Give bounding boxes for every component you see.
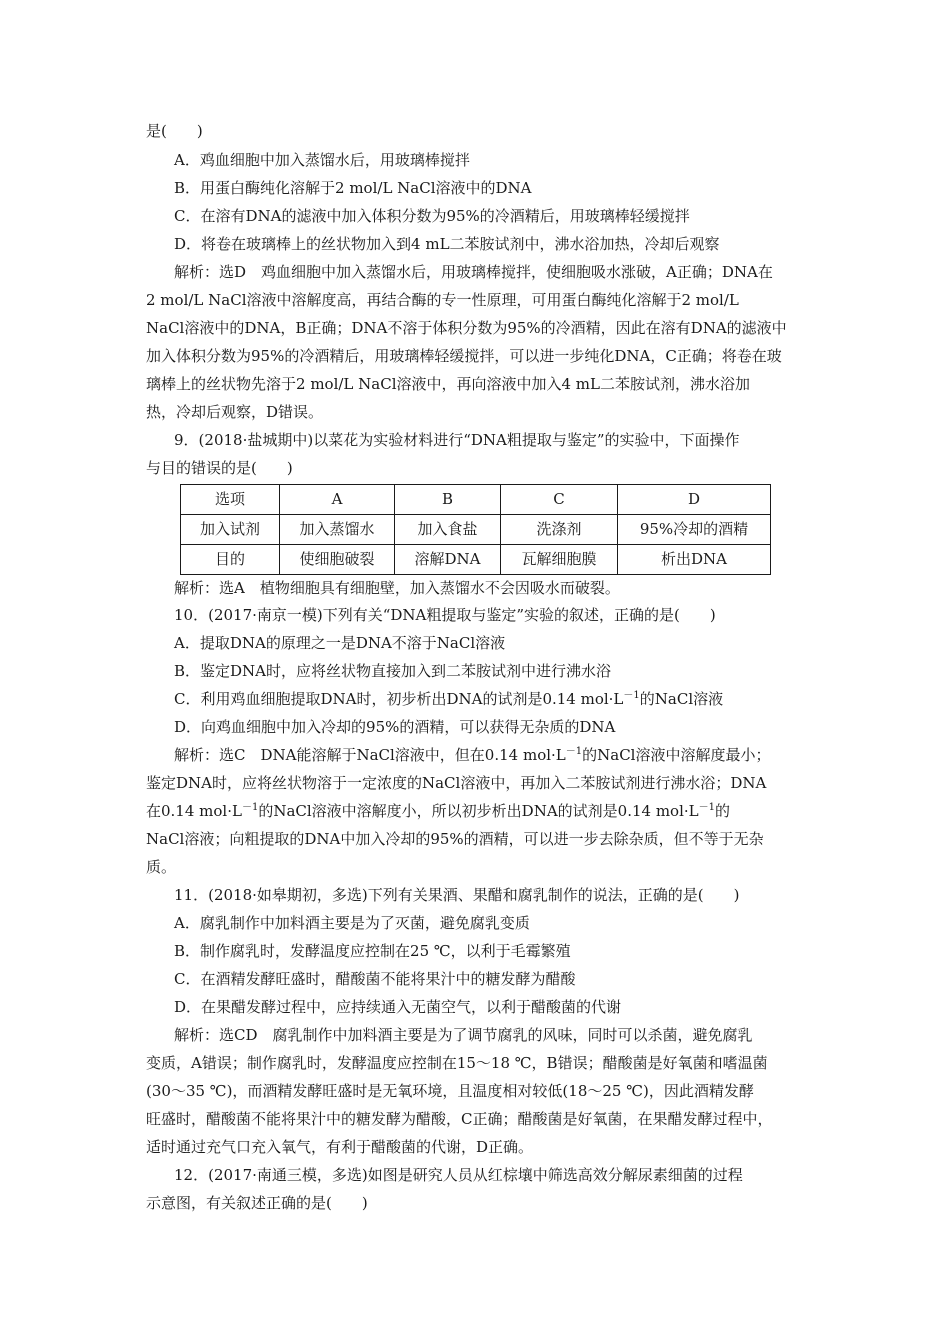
- table-cell: 加入食盐: [395, 515, 501, 545]
- prev-analysis-line: 2 mol/L NaCl溶液中溶解度高，再结合酶的专一性原理，可用蛋白酶纯化溶解于2 mol/L: [146, 291, 739, 309]
- q10-option-c: C．利用鸡血细胞提取DNA时，初步析出DNA的试剂是0.14 $mol\cdot L^{-1}$的NaCl溶液: [174, 690, 724, 708]
- q12-stem: 12．(2017·南通三模，多选)如图是研究人员从红棕壤中筛选高效分解尿素细菌的过程: [174, 1166, 743, 1184]
- q9-table: [180, 484, 771, 575]
- q10-option-b: B．鉴定DNA时，应将丝状物直接加入到二苯胺试剂中进行沸水浴: [174, 662, 612, 680]
- table-cell: 95%冷却的酒精: [618, 515, 771, 545]
- prev-analysis-line: 解析：选D 鸡血细胞中加入蒸馏水后，用玻璃棒搅拌，使细胞吸水涨破，A正确；DNA在: [174, 263, 773, 281]
- prev-analysis-line: NaCl溶液中的DNA，B正确；DNA不溶于体积分数为95%的冷酒精，因此在溶有DNA的滤液中: [146, 319, 787, 337]
- q11-option-a: A．腐乳制作中加料酒主要是为了灭菌，避免腐乳变质: [174, 914, 530, 932]
- table-cell: A: [280, 485, 395, 515]
- table-cell: 瓦解细胞膜: [501, 545, 618, 575]
- q9-stem: 与目的错误的是( ): [146, 459, 293, 477]
- prev-analysis-line: 璃棒上的丝状物先溶于2 mol/L NaCl溶液中，再向溶液中加入4 mL二苯胺试剂，沸水浴加: [146, 375, 750, 393]
- q11-option-c: C．在酒精发酵旺盛时，醋酸菌不能将果汁中的糖发酵为醋酸: [174, 970, 576, 988]
- prev-option-b: B．用蛋白酶纯化溶解于2 mol/L NaCl溶液中的DNA: [174, 179, 532, 197]
- prev-analysis-line: 热，冷却后观察，D错误。: [146, 403, 324, 421]
- q12-stem: 示意图，有关叙述正确的是( ): [146, 1194, 368, 1212]
- q10-analysis-line: 质。: [146, 858, 177, 876]
- q11-analysis-line: 旺盛时，醋酸菌不能将果汁中的糖发酵为醋酸，C正确；醋酸菌是好氧菌，在果醋发酵过程中，: [146, 1110, 773, 1128]
- q11-stem: 11．(2018·如皋期初，多选)下列有关果酒、果醋和腐乳制作的说法，正确的是( ): [174, 886, 740, 904]
- table-cell: 加入试剂: [181, 515, 280, 545]
- q11-analysis-line: 解析：选CD 腐乳制作中加料酒主要是为了调节腐乳的风味，同时可以杀菌，避免腐乳: [174, 1026, 753, 1044]
- q9-analysis: 解析：选A 植物细胞具有细胞壁，加入蒸馏水不会因吸水而破裂。: [174, 579, 620, 597]
- prev-option-c: C．在溶有DNA的滤液中加入体积分数为95%的冷酒精后，用玻璃棒轻缓搅拌: [174, 207, 690, 225]
- q10-option-a: A．提取DNA的原理之一是DNA不溶于NaCl溶液: [174, 634, 506, 652]
- q10-option-d: D．向鸡血细胞中加入冷却的95%的酒精，可以获得无杂质的DNA: [174, 718, 616, 736]
- q10-stem: 10．(2017·南京一模)下列有关“DNA粗提取与鉴定”实验的叙述，正确的是( ): [174, 606, 716, 624]
- q9-stem: 9．(2018·盐城期中)以菜花为实验材料进行“DNA粗提取与鉴定”的实验中，下面操作: [174, 431, 740, 449]
- prev-option-a: A．鸡血细胞中加入蒸馏水后，用玻璃棒搅拌: [174, 151, 470, 169]
- table-cell: C: [501, 485, 618, 515]
- table-cell: 析出DNA: [618, 545, 771, 575]
- q11-analysis-line: 变质，A错误；制作腐乳时，发酵温度应控制在15～18 ℃，B错误；醋酸菌是好氧菌和嗜温菌: [146, 1054, 768, 1072]
- q10-analysis-line: NaCl溶液；向粗提取的DNA中加入冷却的95%的酒精，可以进一步去除杂质，但不等于无杂: [146, 830, 764, 848]
- q10-analysis-line: 在0.14 $mol\cdot L^{-1}$的NaCl溶液中溶解度小，所以初步析出DNA的试剂是0.14 $mol\cdot L^{-1}$的: [146, 802, 730, 820]
- q11-option-d: D．在果醋发酵过程中，应持续通入无菌空气，以利于醋酸菌的代谢: [174, 998, 622, 1016]
- table-cell: 选项: [181, 485, 280, 515]
- prev-option-d: D．将卷在玻璃棒上的丝状物加入到4 mL二苯胺试剂中，沸水浴加热，冷却后观察: [174, 235, 720, 253]
- prev-analysis-line: 加入体积分数为95%的冷酒精后，用玻璃棒轻缓搅拌，可以进一步纯化DNA，C正确；将卷在玻: [146, 347, 782, 365]
- table-cell: 溶解DNA: [395, 545, 501, 575]
- table-cell: D: [618, 485, 771, 515]
- table-cell: 使细胞破裂: [280, 545, 395, 575]
- prev-question-tail: 是( ): [146, 122, 203, 140]
- table-row: [181, 545, 771, 575]
- table-cell: B: [395, 485, 501, 515]
- q11-analysis-line: (30～35 ℃)，而酒精发酵旺盛时是无氧环境，且温度相对较低(18～25 ℃)，因此酒精发酵: [146, 1082, 754, 1100]
- table-header-row: [181, 485, 771, 515]
- table-cell: 洗涤剂: [501, 515, 618, 545]
- q11-analysis-line: 适时通过充气口充入氧气，有利于醋酸菌的代谢，D正确。: [146, 1138, 534, 1156]
- q10-analysis-line: 鉴定DNA时，应将丝状物溶于一定浓度的NaCl溶液中，再加入二苯胺试剂进行沸水浴；DNA: [146, 774, 767, 792]
- table-cell: 目的: [181, 545, 280, 575]
- q10-analysis-line: 解析：选C DNA能溶解于NaCl溶液中，但在0.14 $mol\cdot L^{-1}$的NaCl溶液中溶解度最小；: [174, 746, 771, 764]
- table-cell: 加入蒸馏水: [280, 515, 395, 545]
- q11-option-b: B．制作腐乳时，发酵温度应控制在25 ℃，以利于毛霉繁殖: [174, 942, 571, 960]
- table-row: [181, 515, 771, 545]
